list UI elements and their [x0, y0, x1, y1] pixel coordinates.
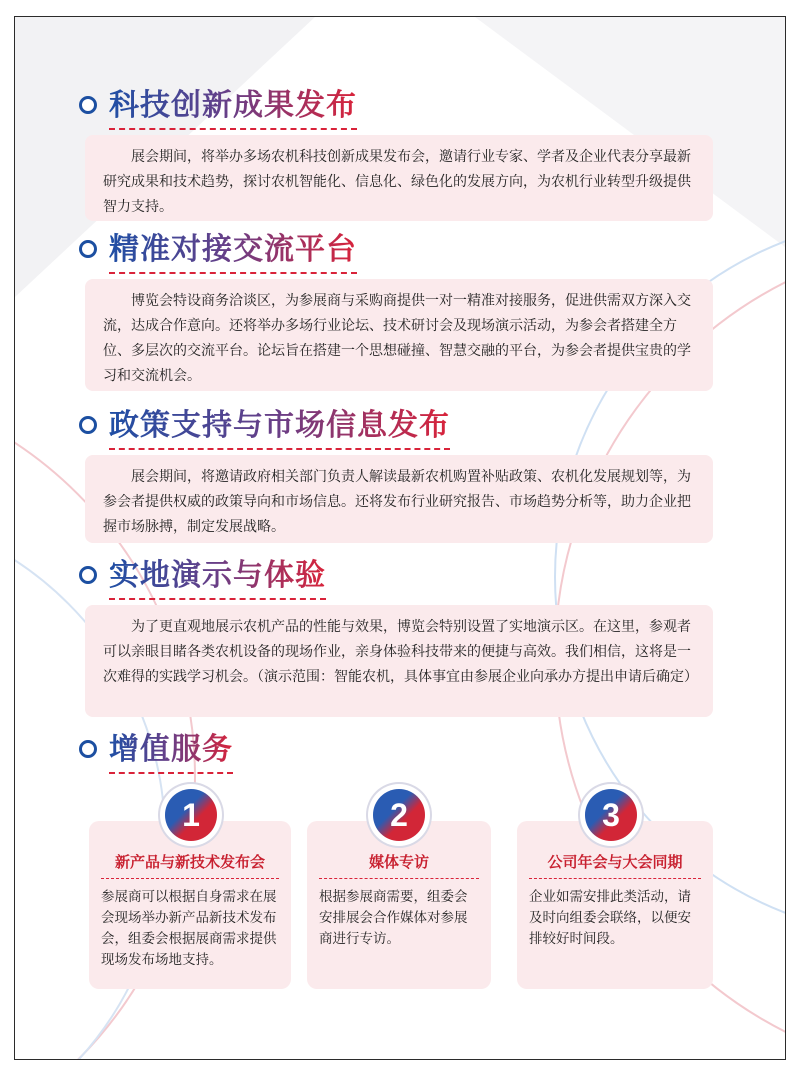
section-heading: 科技创新成果发布	[109, 80, 357, 130]
service-body: 根据参展商需要，组委会安排展会合作媒体对参展商进行专访。	[319, 889, 468, 947]
section-body: 博览会特设商务洽谈区，为参展商与采购商提供一对一精准对接服务，促进供需双方深入交流，达成合作意向。还将举办多场行业论坛、技术研讨会及现场演示活动，为参会者搭建全方位、多层次的交流平台。论坛旨在搭建一个思想碰撞、智慧交融的平台，为参会者提供宝贵的学习和交流机会。	[103, 293, 691, 384]
service-title: 新产品与新技术发布会	[101, 851, 279, 879]
section-body: 展会期间，将举办多场农机科技创新成果发布会，邀请行业专家、学者及企业代表分享最新研究成果和技术趋势，探讨农机智能化、信息化、绿色化的发展方向，为农机行业转型升级提供智力支持。	[103, 149, 691, 215]
section-title-services	[79, 729, 233, 769]
badge-number: 1	[182, 796, 200, 833]
bullet-ring-icon	[79, 416, 97, 434]
section-title-tech-innovation	[79, 85, 357, 125]
badge-number: 3	[602, 796, 620, 833]
section-title-policy	[79, 405, 450, 445]
section-heading: 政策支持与市场信息发布	[109, 400, 450, 450]
service-number-badge-3	[585, 789, 637, 841]
section-card-demo	[85, 605, 713, 717]
section-body: 展会期间，将邀请政府相关部门负责人解读最新农机购置补贴政策、农机化发展规划等，为参会者提供权威的政策导向和市场信息。还将发布行业研究报告、市场趋势分析等，助力企业把握市场脉搏，制定发展战略。	[103, 469, 691, 535]
section-heading: 精准对接交流平台	[109, 224, 357, 274]
service-body: 企业如需安排此类活动，请及时向组委会联络，以便安排较好时间段。	[529, 889, 691, 947]
service-title: 媒体专访	[319, 851, 479, 879]
service-number-badge-2	[373, 789, 425, 841]
bullet-ring-icon	[79, 240, 97, 258]
section-heading: 实地演示与体验	[109, 550, 326, 600]
service-card-launch	[89, 821, 291, 989]
section-card-matchmaking	[85, 279, 713, 391]
section-body: 为了更直观地展示农机产品的性能与效果，博览会特别设置了实地演示区。在这里，参观者可以亲眼目睹各类农机设备的现场作业，亲身体验科技带来的便捷与高效。我们相信，这将是一次难得的实践学习机会。（演示范围：智能农机，具体事宜由参展企业向承办方提出申请后确定）	[103, 619, 698, 685]
service-body: 参展商可以根据自身需求在展会现场举办新产品新技术发布会，组委会根据展商需求提供现场发布场地支持。	[101, 889, 277, 968]
badge-number: 2	[390, 796, 408, 833]
bullet-ring-icon	[79, 566, 97, 584]
bullet-ring-icon	[79, 740, 97, 758]
section-title-matchmaking	[79, 229, 357, 269]
service-number-badge-1	[165, 789, 217, 841]
brochure-page	[14, 16, 786, 1060]
section-card-tech-innovation	[85, 135, 713, 221]
service-title: 公司年会与大会同期	[529, 851, 701, 879]
service-card-media	[307, 821, 491, 989]
section-card-policy	[85, 455, 713, 543]
bullet-ring-icon	[79, 96, 97, 114]
service-card-annual-meeting	[517, 821, 713, 989]
section-heading: 增值服务	[109, 724, 233, 774]
section-title-demo	[79, 555, 326, 595]
